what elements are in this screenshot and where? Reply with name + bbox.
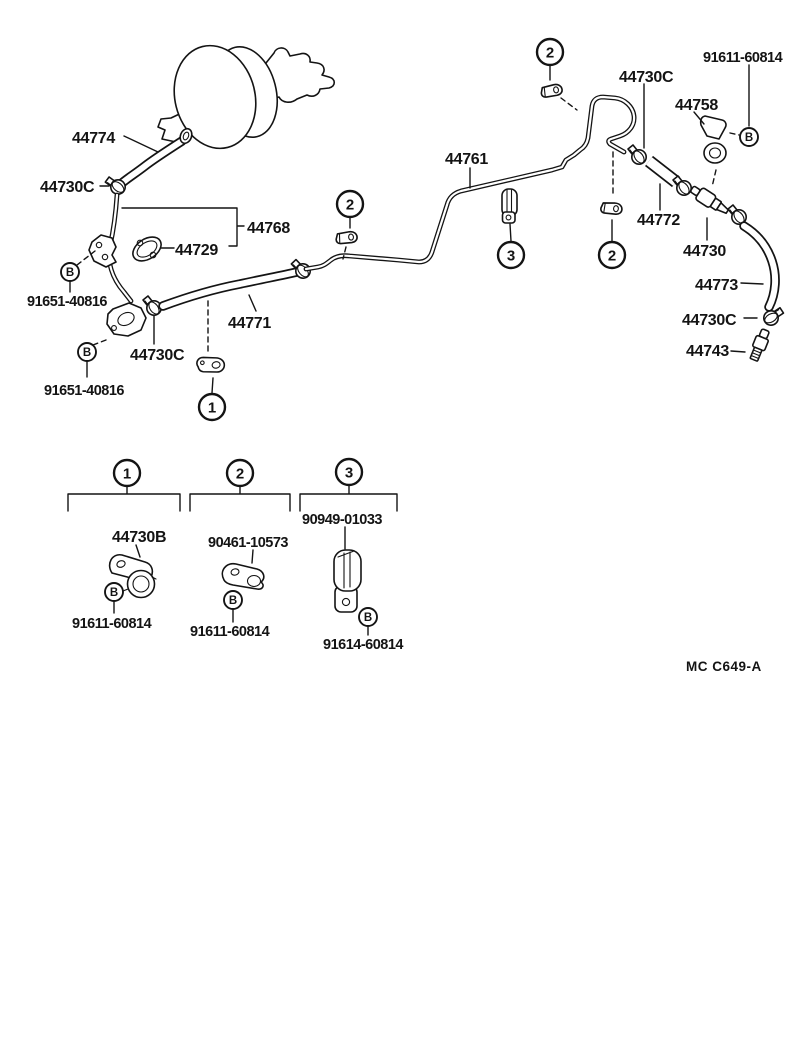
hose-44771-art: [163, 272, 297, 306]
label-90461-10573: 90461-10573: [208, 535, 288, 551]
clip2-right: [601, 202, 623, 214]
label-91614-60814-legend3: 91614-60814: [323, 637, 403, 653]
clip1-on-hose: [196, 353, 226, 376]
marker-1: 1: [207, 399, 217, 417]
hose-44773-art: [744, 226, 775, 307]
bolt-markers: [61, 128, 758, 626]
label-91611-60814-legend1: 91611-60814: [72, 616, 152, 632]
label-44730b: 44730B: [112, 529, 167, 546]
drawing-code: MC C649-A: [686, 659, 762, 674]
clip2-top: [540, 83, 563, 98]
bolt-b-legend3: B: [363, 612, 373, 624]
label-44773: 44773: [695, 277, 738, 294]
marker-3: 3: [506, 247, 516, 265]
leader-lines: [70, 65, 763, 393]
check-valve-44730-art: [688, 183, 731, 218]
marker-2-right: 2: [607, 247, 617, 265]
gasket-44729-art: [129, 232, 166, 266]
hose-44774-art: [122, 141, 182, 183]
clip2-mid: [335, 231, 357, 245]
pipe-assembly-44768-art: [89, 195, 146, 336]
label-44730c-bracket: 44730C: [130, 347, 185, 364]
marker-2-top: 2: [545, 44, 555, 62]
bolt-b-1: B: [65, 267, 75, 279]
clip3-on-pipe: [502, 189, 517, 223]
label-44730c-hose: 44730C: [682, 312, 737, 329]
label-90949-01033: 90949-01033: [302, 512, 382, 528]
bolt-b-3: B: [744, 132, 754, 144]
legend-marker-2: 2: [235, 465, 245, 483]
label-44730c-booster: 44730C: [40, 179, 95, 196]
bolt-b-2: B: [82, 347, 92, 359]
legend-marker-3: 3: [344, 464, 354, 482]
label-44730c-pipe: 44730C: [619, 69, 674, 86]
label-91611-60814-top: 91611-60814: [703, 50, 783, 66]
label-91651-40816-upper: 91651-40816: [27, 294, 107, 310]
label-44730: 44730: [683, 243, 726, 260]
legend-clip-90461: [222, 564, 263, 589]
legend-clip-90949: [334, 550, 361, 612]
label-44772: 44772: [637, 212, 680, 229]
clamp-44730c-5: [673, 176, 691, 196]
label-44771: 44771: [228, 315, 271, 332]
label-44774: 44774: [72, 130, 115, 147]
label-44729: 44729: [175, 242, 218, 259]
label-44758: 44758: [675, 97, 718, 114]
label-44761: 44761: [445, 151, 488, 168]
label-44743: 44743: [686, 343, 729, 360]
marker-2-mid: 2: [345, 196, 355, 214]
bracket-44758-art: [701, 116, 726, 163]
hose-44772-art: [649, 161, 676, 182]
label-44768: 44768: [247, 220, 290, 237]
bolt-b-legend1: B: [109, 587, 119, 599]
label-91651-40816-lower: 91651-40816: [44, 383, 124, 399]
bolt-b-legend2: B: [228, 595, 238, 607]
legend-marker-1: 1: [122, 465, 132, 483]
connector-44743-art: [748, 328, 772, 363]
label-91611-60814-legend2: 91611-60814: [190, 624, 270, 640]
